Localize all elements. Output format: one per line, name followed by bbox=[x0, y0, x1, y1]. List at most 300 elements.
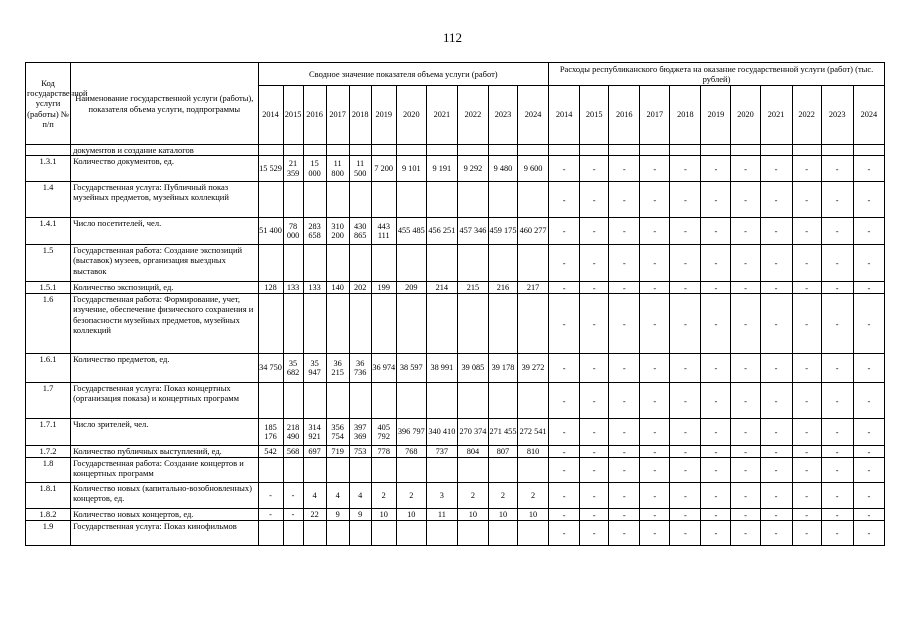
expense-cell: - bbox=[670, 354, 701, 383]
volume-cell: 36 215 bbox=[326, 354, 349, 383]
expense-cell: - bbox=[670, 446, 701, 458]
volume-cell bbox=[371, 383, 396, 419]
expense-cell: - bbox=[731, 282, 760, 294]
volume-cell bbox=[303, 245, 326, 282]
volume-cell: 443 111 bbox=[371, 218, 396, 245]
volume-cell bbox=[518, 521, 549, 546]
volume-cell: 7 200 bbox=[371, 156, 396, 182]
table-body bbox=[26, 145, 885, 546]
expense-cell: - bbox=[640, 446, 670, 458]
page-number: 112 bbox=[442, 30, 463, 45]
expense-cell: - bbox=[549, 156, 580, 182]
volume-cell bbox=[371, 458, 396, 483]
volume-cell bbox=[303, 182, 326, 218]
expense-cell: - bbox=[760, 294, 792, 354]
volume-cell bbox=[396, 182, 426, 218]
volume-cell: 51 400 bbox=[258, 218, 283, 245]
volume-cell: 21 359 bbox=[283, 156, 303, 182]
expense-cell: - bbox=[640, 182, 670, 218]
volume-cell bbox=[258, 458, 283, 483]
volume-cell bbox=[349, 383, 371, 419]
volume-cell bbox=[349, 521, 371, 546]
volume-cell: 15 000 bbox=[303, 156, 326, 182]
expense-cell: - bbox=[609, 218, 640, 245]
volume-cell bbox=[426, 245, 457, 282]
volume-cell bbox=[326, 383, 349, 419]
expense-cell: - bbox=[549, 218, 580, 245]
volume-cell: 214 bbox=[426, 282, 457, 294]
row-name: Количество предметов, ед. bbox=[71, 354, 258, 383]
header-volume: Сводное значение показателя объема услуги (работ) bbox=[258, 63, 549, 86]
expense-cell: - bbox=[792, 521, 821, 546]
expense-cell: - bbox=[580, 458, 609, 483]
volume-cell: 2 bbox=[518, 483, 549, 509]
expense-cell: - bbox=[670, 521, 701, 546]
volume-cell bbox=[326, 182, 349, 218]
volume-cell bbox=[518, 245, 549, 282]
expense-cell: - bbox=[701, 509, 731, 521]
volume-cell bbox=[396, 458, 426, 483]
header-year-volume: 2019 bbox=[371, 86, 396, 145]
row-code: 1.3.1 bbox=[26, 156, 71, 182]
expense-cell: - bbox=[549, 282, 580, 294]
expense-cell: - bbox=[670, 156, 701, 182]
expense-cell: - bbox=[670, 458, 701, 483]
table-row bbox=[26, 156, 885, 182]
volume-cell: 459 175 bbox=[488, 218, 517, 245]
expense-cell: - bbox=[701, 419, 731, 446]
volume-cell: 697 bbox=[303, 446, 326, 458]
volume-cell: 39 178 bbox=[488, 354, 517, 383]
expense-cell: - bbox=[821, 509, 853, 521]
expense-cell bbox=[580, 145, 609, 156]
expense-cell: - bbox=[701, 354, 731, 383]
expense-cell: - bbox=[640, 354, 670, 383]
volume-cell bbox=[258, 145, 283, 156]
volume-cell bbox=[396, 294, 426, 354]
expense-cell: - bbox=[580, 419, 609, 446]
table-row bbox=[26, 383, 885, 419]
volume-cell bbox=[488, 294, 517, 354]
volume-cell bbox=[518, 294, 549, 354]
volume-cell bbox=[349, 145, 371, 156]
header-year-expenses: 2015 bbox=[580, 86, 609, 145]
volume-cell: 9 bbox=[349, 509, 371, 521]
expense-cell: - bbox=[760, 245, 792, 282]
header-year-expenses: 2019 bbox=[701, 86, 731, 145]
row-code: 1.7 bbox=[26, 383, 71, 419]
volume-cell: 11 500 bbox=[349, 156, 371, 182]
volume-cell: 270 374 bbox=[457, 419, 488, 446]
volume-cell: 283 658 bbox=[303, 218, 326, 245]
volume-cell: 3 bbox=[426, 483, 457, 509]
volume-cell: 314 921 bbox=[303, 419, 326, 446]
volume-cell bbox=[349, 458, 371, 483]
volume-cell bbox=[488, 383, 517, 419]
expense-cell bbox=[731, 145, 760, 156]
volume-cell bbox=[518, 145, 549, 156]
expense-cell: - bbox=[731, 383, 760, 419]
header-year-volume: 2022 bbox=[457, 86, 488, 145]
expense-cell: - bbox=[731, 446, 760, 458]
expense-cell: - bbox=[609, 294, 640, 354]
volume-cell bbox=[303, 294, 326, 354]
expense-cell: - bbox=[609, 509, 640, 521]
expense-cell: - bbox=[580, 383, 609, 419]
table-row bbox=[26, 145, 885, 156]
volume-cell bbox=[326, 521, 349, 546]
expense-cell: - bbox=[821, 383, 853, 419]
volume-cell: 36 736 bbox=[349, 354, 371, 383]
expense-cell: - bbox=[640, 218, 670, 245]
table-row bbox=[26, 419, 885, 446]
volume-cell bbox=[457, 458, 488, 483]
row-code: 1.8.1 bbox=[26, 483, 71, 509]
volume-cell: 356 754 bbox=[326, 419, 349, 446]
expense-cell: - bbox=[731, 182, 760, 218]
volume-cell: 340 410 bbox=[426, 419, 457, 446]
row-code: 1.5.1 bbox=[26, 282, 71, 294]
volume-cell bbox=[349, 182, 371, 218]
volume-cell bbox=[518, 182, 549, 218]
expense-cell: - bbox=[670, 245, 701, 282]
expense-cell: - bbox=[609, 483, 640, 509]
expense-cell: - bbox=[760, 282, 792, 294]
volume-cell: 128 bbox=[258, 282, 283, 294]
expense-cell: - bbox=[609, 383, 640, 419]
volume-cell: 460 277 bbox=[518, 218, 549, 245]
volume-cell bbox=[488, 521, 517, 546]
header-year-expenses: 2020 bbox=[731, 86, 760, 145]
expense-cell: - bbox=[609, 282, 640, 294]
volume-cell: 457 346 bbox=[457, 218, 488, 245]
volume-cell bbox=[457, 521, 488, 546]
expense-cell: - bbox=[760, 446, 792, 458]
expense-cell: - bbox=[792, 182, 821, 218]
volume-cell bbox=[457, 145, 488, 156]
expense-cell: - bbox=[792, 419, 821, 446]
expense-cell: - bbox=[792, 245, 821, 282]
table-row bbox=[26, 509, 885, 521]
volume-cell bbox=[283, 182, 303, 218]
volume-cell: 11 bbox=[426, 509, 457, 521]
expense-cell: - bbox=[640, 458, 670, 483]
volume-cell: 396 797 bbox=[396, 419, 426, 446]
expense-cell bbox=[853, 145, 884, 156]
volume-cell: 9 600 bbox=[518, 156, 549, 182]
row-code: 1.8 bbox=[26, 458, 71, 483]
expense-cell: - bbox=[821, 182, 853, 218]
volume-cell: 39 085 bbox=[457, 354, 488, 383]
expense-cell: - bbox=[760, 521, 792, 546]
row-code: 1.7.1 bbox=[26, 419, 71, 446]
header-year-expenses: 2016 bbox=[609, 86, 640, 145]
volume-cell: 10 bbox=[488, 509, 517, 521]
expense-cell bbox=[609, 145, 640, 156]
expense-cell: - bbox=[792, 156, 821, 182]
row-name: Число посетителей, чел. bbox=[71, 218, 258, 245]
expense-cell: - bbox=[760, 156, 792, 182]
table-row bbox=[26, 218, 885, 245]
expense-cell: - bbox=[580, 218, 609, 245]
volume-cell: 216 bbox=[488, 282, 517, 294]
volume-cell bbox=[396, 383, 426, 419]
volume-cell: 542 bbox=[258, 446, 283, 458]
volume-cell bbox=[426, 145, 457, 156]
header-year-expenses: 2018 bbox=[670, 86, 701, 145]
volume-cell bbox=[283, 145, 303, 156]
volume-cell bbox=[326, 294, 349, 354]
expense-cell: - bbox=[701, 282, 731, 294]
expense-cell: - bbox=[760, 182, 792, 218]
expense-cell: - bbox=[701, 245, 731, 282]
volume-cell: - bbox=[258, 509, 283, 521]
volume-cell bbox=[457, 182, 488, 218]
volume-cell bbox=[488, 145, 517, 156]
row-name: Государственная работа: Создание экспозиций (выставок) музеев, организация выездных выставок bbox=[71, 245, 258, 282]
expense-cell: - bbox=[609, 419, 640, 446]
expense-cell: - bbox=[821, 419, 853, 446]
expense-cell: - bbox=[853, 294, 884, 354]
volume-cell: 397 369 bbox=[349, 419, 371, 446]
expense-cell: - bbox=[792, 294, 821, 354]
volume-cell: 804 bbox=[457, 446, 488, 458]
volume-cell bbox=[371, 145, 396, 156]
volume-cell: 9 101 bbox=[396, 156, 426, 182]
services-table bbox=[25, 62, 885, 546]
expense-cell: - bbox=[731, 218, 760, 245]
volume-cell: 11 800 bbox=[326, 156, 349, 182]
expense-cell: - bbox=[549, 245, 580, 282]
volume-cell: 810 bbox=[518, 446, 549, 458]
expense-cell: - bbox=[670, 182, 701, 218]
row-code: 1.4.1 bbox=[26, 218, 71, 245]
expense-cell: - bbox=[701, 446, 731, 458]
volume-cell: 217 bbox=[518, 282, 549, 294]
row-code: 1.6 bbox=[26, 294, 71, 354]
volume-cell: 34 750 bbox=[258, 354, 283, 383]
expense-cell: - bbox=[731, 294, 760, 354]
table-row bbox=[26, 182, 885, 218]
volume-cell: 38 597 bbox=[396, 354, 426, 383]
expense-cell: - bbox=[640, 483, 670, 509]
expense-cell: - bbox=[580, 509, 609, 521]
expense-cell: - bbox=[853, 483, 884, 509]
expense-cell: - bbox=[640, 419, 670, 446]
table-row bbox=[26, 446, 885, 458]
expense-cell: - bbox=[853, 419, 884, 446]
volume-cell bbox=[457, 245, 488, 282]
expense-cell: - bbox=[670, 294, 701, 354]
expense-cell: - bbox=[853, 282, 884, 294]
header-year-volume: 2023 bbox=[488, 86, 517, 145]
expense-cell: - bbox=[821, 446, 853, 458]
volume-cell bbox=[488, 458, 517, 483]
volume-cell: 4 bbox=[303, 483, 326, 509]
volume-cell bbox=[371, 182, 396, 218]
expense-cell: - bbox=[731, 483, 760, 509]
expense-cell: - bbox=[640, 282, 670, 294]
row-name: Государственная услуга: Показ концертных (организация показа) и концертных программ bbox=[71, 383, 258, 419]
expense-cell bbox=[821, 145, 853, 156]
row-name: документов и создание каталогов bbox=[71, 145, 258, 156]
volume-cell: 310 200 bbox=[326, 218, 349, 245]
header-year-volume: 2024 bbox=[518, 86, 549, 145]
expense-cell bbox=[760, 145, 792, 156]
row-name: Государственная работа: Формирование, учет, изучение, обеспечение физического сохранения и безопасности музейных предметов, музейных коллекций bbox=[71, 294, 258, 354]
volume-cell: 2 bbox=[488, 483, 517, 509]
expense-cell: - bbox=[640, 294, 670, 354]
volume-cell bbox=[303, 145, 326, 156]
table-row bbox=[26, 294, 885, 354]
volume-cell: 10 bbox=[371, 509, 396, 521]
volume-cell bbox=[488, 182, 517, 218]
volume-cell: 2 bbox=[457, 483, 488, 509]
expense-cell: - bbox=[792, 282, 821, 294]
expense-cell bbox=[792, 145, 821, 156]
header-year-expenses: 2023 bbox=[821, 86, 853, 145]
volume-cell: 39 272 bbox=[518, 354, 549, 383]
volume-cell: 9 191 bbox=[426, 156, 457, 182]
expense-cell: - bbox=[821, 458, 853, 483]
expense-cell: - bbox=[670, 509, 701, 521]
table-row bbox=[26, 521, 885, 546]
volume-cell: 215 bbox=[457, 282, 488, 294]
volume-cell: 35 947 bbox=[303, 354, 326, 383]
expense-cell: - bbox=[609, 446, 640, 458]
expense-cell: - bbox=[821, 483, 853, 509]
row-name: Количество новых концертов, ед. bbox=[71, 509, 258, 521]
expense-cell: - bbox=[792, 509, 821, 521]
row-code: 1.5 bbox=[26, 245, 71, 282]
expense-cell: - bbox=[731, 354, 760, 383]
expense-cell: - bbox=[609, 458, 640, 483]
expense-cell: - bbox=[549, 483, 580, 509]
row-name: Количество экспозиций, ед. bbox=[71, 282, 258, 294]
expense-cell bbox=[670, 145, 701, 156]
expense-cell: - bbox=[609, 354, 640, 383]
header-year-volume: 2016 bbox=[303, 86, 326, 145]
header-year-expenses: 2022 bbox=[792, 86, 821, 145]
row-code: 1.8.2 bbox=[26, 509, 71, 521]
expense-cell: - bbox=[580, 521, 609, 546]
header-year-volume: 2020 bbox=[396, 86, 426, 145]
expense-cell: - bbox=[792, 483, 821, 509]
expense-cell: - bbox=[580, 282, 609, 294]
expense-cell: - bbox=[549, 521, 580, 546]
expense-cell: - bbox=[609, 182, 640, 218]
expense-cell: - bbox=[853, 182, 884, 218]
volume-cell: 10 bbox=[457, 509, 488, 521]
expense-cell: - bbox=[731, 245, 760, 282]
volume-cell: 456 251 bbox=[426, 218, 457, 245]
volume-cell bbox=[258, 521, 283, 546]
volume-cell: 38 991 bbox=[426, 354, 457, 383]
volume-cell bbox=[426, 458, 457, 483]
expense-cell: - bbox=[760, 354, 792, 383]
expense-cell: - bbox=[701, 521, 731, 546]
expense-cell: - bbox=[821, 156, 853, 182]
volume-cell bbox=[283, 294, 303, 354]
expense-cell: - bbox=[580, 294, 609, 354]
expense-cell: - bbox=[580, 354, 609, 383]
expense-cell: - bbox=[670, 218, 701, 245]
expense-cell: - bbox=[549, 446, 580, 458]
volume-cell: 185 176 bbox=[258, 419, 283, 446]
row-code: 1.6.1 bbox=[26, 354, 71, 383]
volume-cell bbox=[396, 245, 426, 282]
table-row bbox=[26, 282, 885, 294]
expense-cell: - bbox=[701, 218, 731, 245]
volume-cell: 199 bbox=[371, 282, 396, 294]
volume-cell: 9 bbox=[326, 509, 349, 521]
expense-cell: - bbox=[821, 282, 853, 294]
expense-cell: - bbox=[853, 245, 884, 282]
header-year-volume: 2018 bbox=[349, 86, 371, 145]
expense-cell: - bbox=[701, 458, 731, 483]
expense-cell: - bbox=[792, 446, 821, 458]
volume-cell: 218 490 bbox=[283, 419, 303, 446]
volume-cell: 271 455 bbox=[488, 419, 517, 446]
expense-cell: - bbox=[853, 383, 884, 419]
expense-cell: - bbox=[821, 354, 853, 383]
expense-cell: - bbox=[760, 419, 792, 446]
volume-cell: 22 bbox=[303, 509, 326, 521]
volume-cell bbox=[283, 521, 303, 546]
volume-cell bbox=[349, 245, 371, 282]
volume-cell bbox=[518, 458, 549, 483]
volume-cell bbox=[426, 294, 457, 354]
expense-cell: - bbox=[701, 156, 731, 182]
expense-cell: - bbox=[760, 383, 792, 419]
expense-cell: - bbox=[640, 521, 670, 546]
table-row bbox=[26, 458, 885, 483]
header-year-expenses: 2024 bbox=[853, 86, 884, 145]
volume-cell: 35 682 bbox=[283, 354, 303, 383]
row-name: Количество документов, ед. bbox=[71, 156, 258, 182]
expense-cell: - bbox=[853, 156, 884, 182]
expense-cell: - bbox=[549, 354, 580, 383]
row-code: 1.9 bbox=[26, 521, 71, 546]
volume-cell bbox=[518, 383, 549, 419]
expense-cell: - bbox=[821, 294, 853, 354]
volume-cell: 9 292 bbox=[457, 156, 488, 182]
expense-cell: - bbox=[549, 419, 580, 446]
expense-cell bbox=[640, 145, 670, 156]
expense-cell: - bbox=[760, 483, 792, 509]
row-name: Государственная услуга: Показ кинофильмов bbox=[71, 521, 258, 546]
volume-cell: 2 bbox=[371, 483, 396, 509]
header-expenses: Расходы республиканского бюджета на оказание государственной услуги (работ) (тыс. рублей) bbox=[549, 63, 885, 86]
header-year-expenses: 2017 bbox=[640, 86, 670, 145]
expense-cell: - bbox=[731, 521, 760, 546]
volume-cell: 272 541 bbox=[518, 419, 549, 446]
table-row bbox=[26, 245, 885, 282]
volume-cell: 405 792 bbox=[371, 419, 396, 446]
expense-cell: - bbox=[731, 458, 760, 483]
volume-cell bbox=[426, 182, 457, 218]
row-code: 1.4 bbox=[26, 182, 71, 218]
volume-cell bbox=[371, 245, 396, 282]
volume-cell bbox=[488, 245, 517, 282]
row-name: Количество публичных выступлений, ед. bbox=[71, 446, 258, 458]
expense-cell: - bbox=[580, 483, 609, 509]
volume-cell: 133 bbox=[303, 282, 326, 294]
volume-cell: 10 bbox=[396, 509, 426, 521]
header-year-expenses: 2021 bbox=[760, 86, 792, 145]
header-year-expenses: 2014 bbox=[549, 86, 580, 145]
volume-cell: - bbox=[258, 483, 283, 509]
